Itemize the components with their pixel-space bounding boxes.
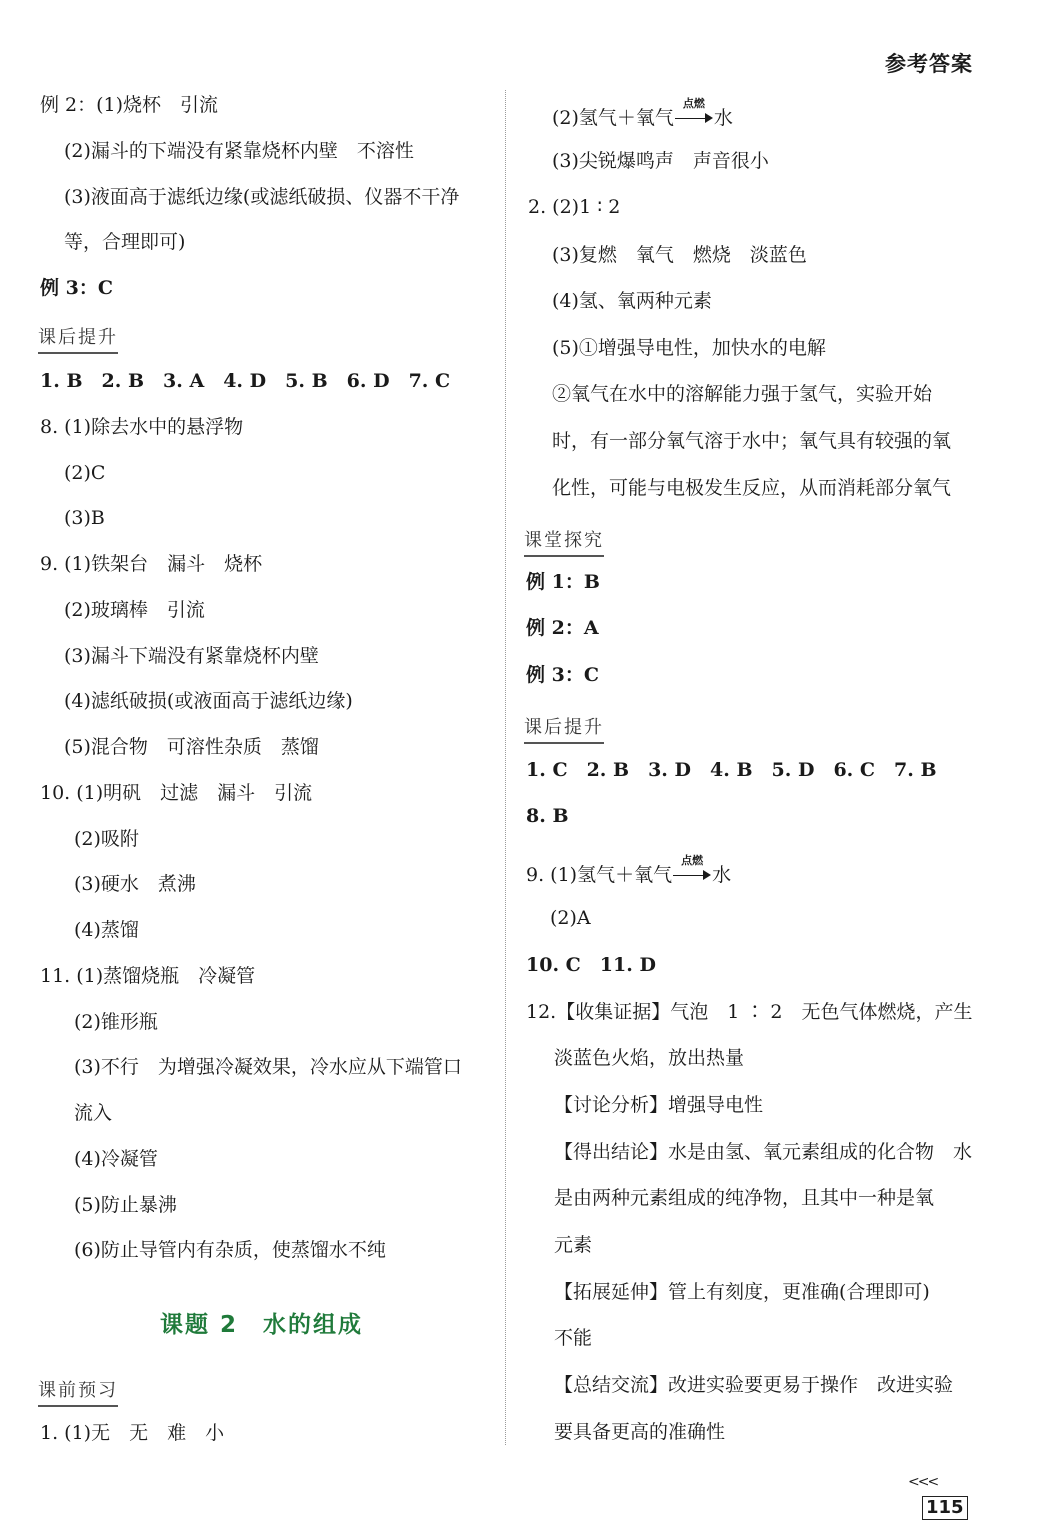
reaction-condition: 点燃 xyxy=(681,854,704,867)
answer-line: 12.【收集证据】气泡 1 ∶ 2 无色气体燃烧，产生 xyxy=(526,1001,973,1023)
answer-line: (2)漏斗的下端没有紧靠烧杯内壁 不溶性 xyxy=(64,140,414,162)
answer-line: 8. (1)除去水中的悬浮物 xyxy=(40,416,244,438)
answer-line: 【得出结论】水是由氢、氧元素组成的化合物 水 xyxy=(554,1141,973,1163)
answer-line: (5)①增强导电性，加快水的电解 xyxy=(552,337,826,359)
page-header-title: 参考答案 xyxy=(885,52,973,76)
answer-line: 例 2：A xyxy=(526,617,599,639)
page-number: 115 xyxy=(922,1496,968,1520)
page-marker-icon: <<< xyxy=(908,1474,938,1490)
answer-line: ②氧气在水中的溶解能力强于氢气，实验开始 xyxy=(552,383,933,405)
answer-line: (4)冷凝管 xyxy=(74,1148,158,1170)
answer-line: 不能 xyxy=(554,1327,593,1349)
answer-line: 化性，可能与电极发生反应，从而消耗部分氧气 xyxy=(552,477,952,499)
answer-line: (3)不行 为增强冷凝效果，冷水应从下端管口 xyxy=(74,1056,462,1078)
answer-line: 【总结交流】改进实验要更易于操作 改进实验 xyxy=(554,1374,954,1396)
column-divider xyxy=(505,90,506,1445)
answer-line: 【拓展延伸】管上有刻度，更准确(合理即可) xyxy=(554,1281,930,1303)
answer-line: 流入 xyxy=(74,1102,113,1124)
answer-line: 10. (1)明矾 过滤 漏斗 引流 xyxy=(40,782,313,804)
answer-line: (2)锥形瓶 xyxy=(74,1011,158,1033)
answer-line: 例 3：C xyxy=(40,277,113,299)
reaction-arrow-icon xyxy=(673,854,711,881)
section-heading-after-class: 课后提升 xyxy=(38,323,118,354)
answer-line: (5)混合物 可溶性杂质 蒸馏 xyxy=(64,736,319,758)
answer-line: (4)滤纸破损(或液面高于滤纸边缘) xyxy=(64,690,353,712)
answer-line: 1. B 2. B 3. A 4. D 5. B 6. D 7. C xyxy=(40,370,451,392)
reaction-arrow-icon xyxy=(675,97,713,124)
answer-line: 等，合理即可) xyxy=(64,231,186,253)
answer-line: 1. C 2. B 3. D 4. B 5. D 6. C 7. B xyxy=(526,759,937,781)
answer-line: 是由两种元素组成的纯净物，且其中一种是氧 xyxy=(554,1187,935,1209)
equation-line xyxy=(552,97,733,129)
answer-line: (3)液面高于滤纸边缘(或滤纸破损、仪器不干净 xyxy=(64,186,460,208)
answer-line: (6)防止导管内有杂质，使蒸馏水不纯 xyxy=(74,1239,386,1261)
equation-product: 水 xyxy=(712,864,732,886)
section-heading-after-class: 课后提升 xyxy=(524,713,604,744)
answer-line: (4)氢、氧两种元素 xyxy=(552,290,712,312)
answer-line: (4)蒸馏 xyxy=(74,919,139,941)
answer-line: 元素 xyxy=(554,1234,593,1256)
equation-reactants: (2)氢气＋氧气 xyxy=(552,107,674,129)
answer-line: (5)防止暴沸 xyxy=(74,1194,177,1216)
answer-line: 8. B xyxy=(526,805,569,827)
answer-line: (3)复燃 氧气 燃烧 淡蓝色 xyxy=(552,244,807,266)
answer-line: 1. (1)无 无 难 小 xyxy=(40,1422,225,1444)
answer-line: 10. C 11. D xyxy=(526,954,656,976)
answer-line: (2)A xyxy=(550,907,591,929)
answer-line: 2. (2)1 ∶ 2 xyxy=(528,196,621,218)
section-heading-preview: 课前预习 xyxy=(38,1376,118,1407)
answer-line: 【讨论分析】增强导电性 xyxy=(554,1094,764,1116)
answer-line: 淡蓝色火焰，放出热量 xyxy=(554,1047,745,1069)
answer-line: 例 3：C xyxy=(526,664,599,686)
equation-line xyxy=(526,854,732,886)
answer-line: (3)尖锐爆鸣声 声音很小 xyxy=(552,150,769,172)
answer-line: (2)C xyxy=(64,462,106,484)
equation-product: 水 xyxy=(713,107,733,129)
answer-line: (2)玻璃棒 引流 xyxy=(64,599,205,621)
answer-line: 例 2：(1)烧杯 引流 xyxy=(40,94,219,116)
answer-line: (3)漏斗下端没有紧靠烧杯内壁 xyxy=(64,645,319,667)
section-heading-class-explore: 课堂探究 xyxy=(524,526,604,557)
answer-line: (3)B xyxy=(64,507,105,529)
reaction-condition: 点燃 xyxy=(682,97,705,110)
answer-line: 9. (1)铁架台 漏斗 烧杯 xyxy=(40,553,263,575)
answer-line: 11. (1)蒸馏烧瓶 冷凝管 xyxy=(40,965,256,987)
answer-line: 时，有一部分氧气溶于水中；氧气具有较强的氧 xyxy=(552,430,952,452)
answer-line: 例 1：B xyxy=(526,571,600,593)
answer-line: (2)吸附 xyxy=(74,828,139,850)
equation-reactants: 9. (1)氢气＋氧气 xyxy=(526,864,673,886)
answer-line: (3)硬水 煮沸 xyxy=(74,873,196,895)
lesson-title: 课题 2 水的组成 xyxy=(160,1312,364,1338)
answer-line: 要具备更高的准确性 xyxy=(554,1421,726,1443)
